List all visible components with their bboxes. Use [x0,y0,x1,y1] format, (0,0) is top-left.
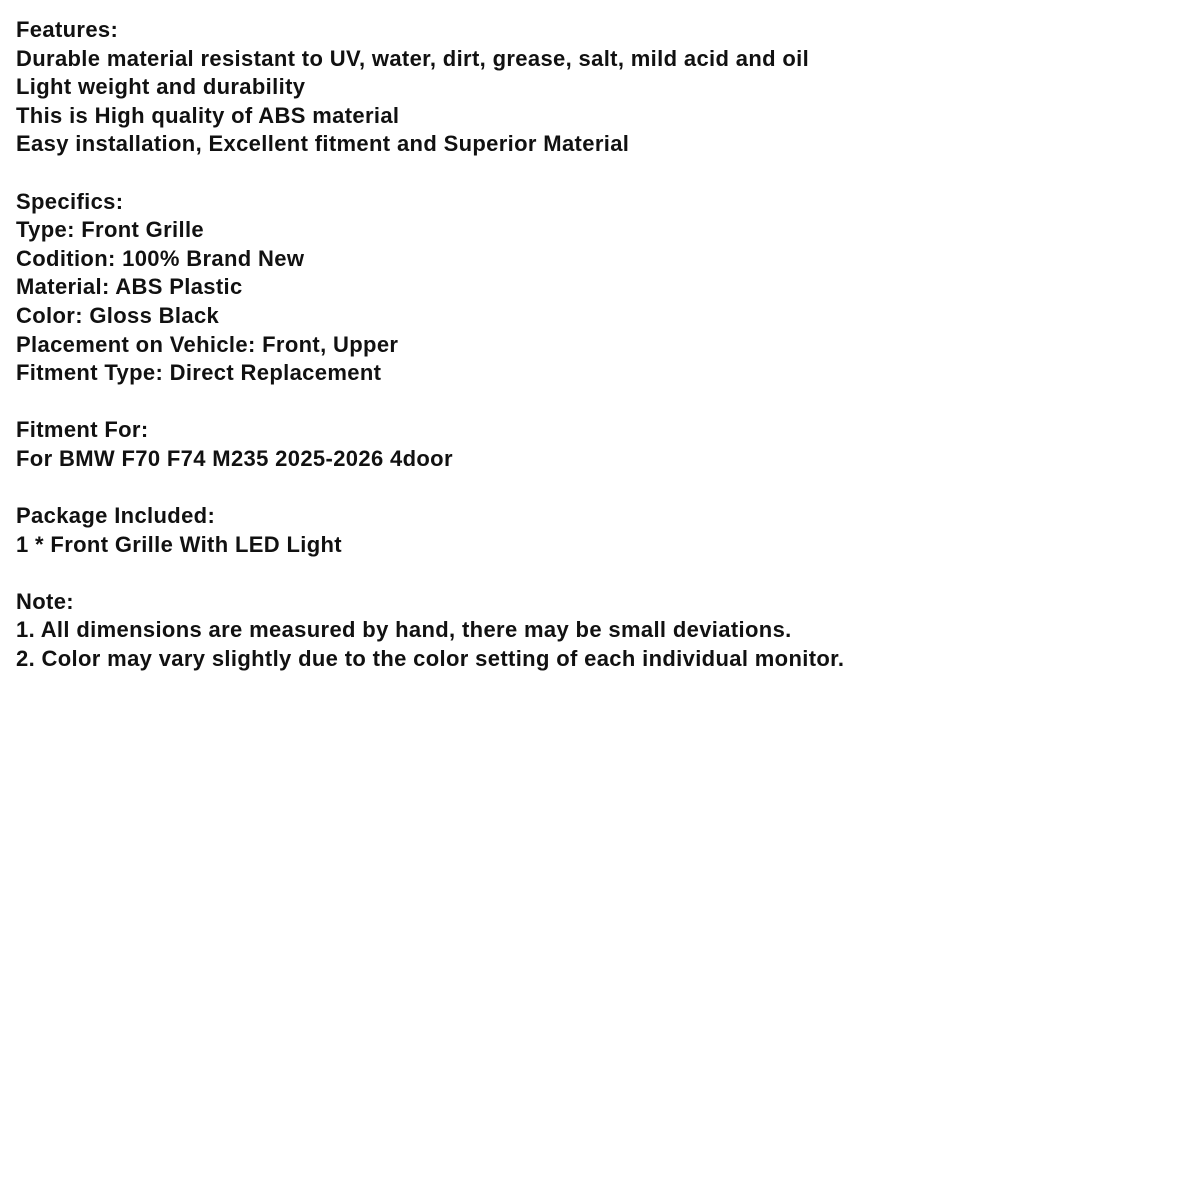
fitment-heading: Fitment For: [16,417,149,443]
specifics-section [16,188,1186,388]
package-section [16,502,1186,559]
spec-item: Material: ABS Plastic [16,274,243,300]
note-item: 1. All dimensions are measured by hand, there may be small deviations. [16,617,792,643]
features-heading: Features: [16,17,119,42]
spec-item: Fitment Type: Direct Replacement [16,360,382,386]
package-heading: Package Included: [16,503,216,529]
feature-item: Light weight and durability [16,74,306,100]
section-spacer [16,559,1186,588]
spec-item: Placement on Vehicle: Front, Upper [16,331,399,357]
section-spacer [16,474,1186,503]
section-spacer [16,159,1186,188]
note-heading: Note: [16,588,74,614]
specifics-heading: Specifics: [16,188,124,214]
note-section [16,588,1186,674]
section-spacer [16,388,1186,417]
feature-item: Easy installation, Excellent fitment and Superior Material [16,131,630,157]
features-section [16,16,1186,159]
product-description [16,16,1186,674]
spec-item: Type: Front Grille [16,217,205,243]
note-item: 2. Color may vary slightly due to the color setting of each individual monitor. [16,646,845,672]
package-item: 1 * Front Grille With LED Light [16,531,342,557]
spec-item: Color: Gloss Black [16,302,220,328]
feature-item: This is High quality of ABS material [16,102,400,128]
spec-item: Codition: 100% Brand New [16,245,305,271]
feature-item: Durable material resistant to UV, water, dirt, grease, salt, mild acid and oil [16,45,810,71]
fitment-item: For BMW F70 F74 M235 2025-2026 4door [16,445,453,471]
fitment-section [16,416,1186,473]
